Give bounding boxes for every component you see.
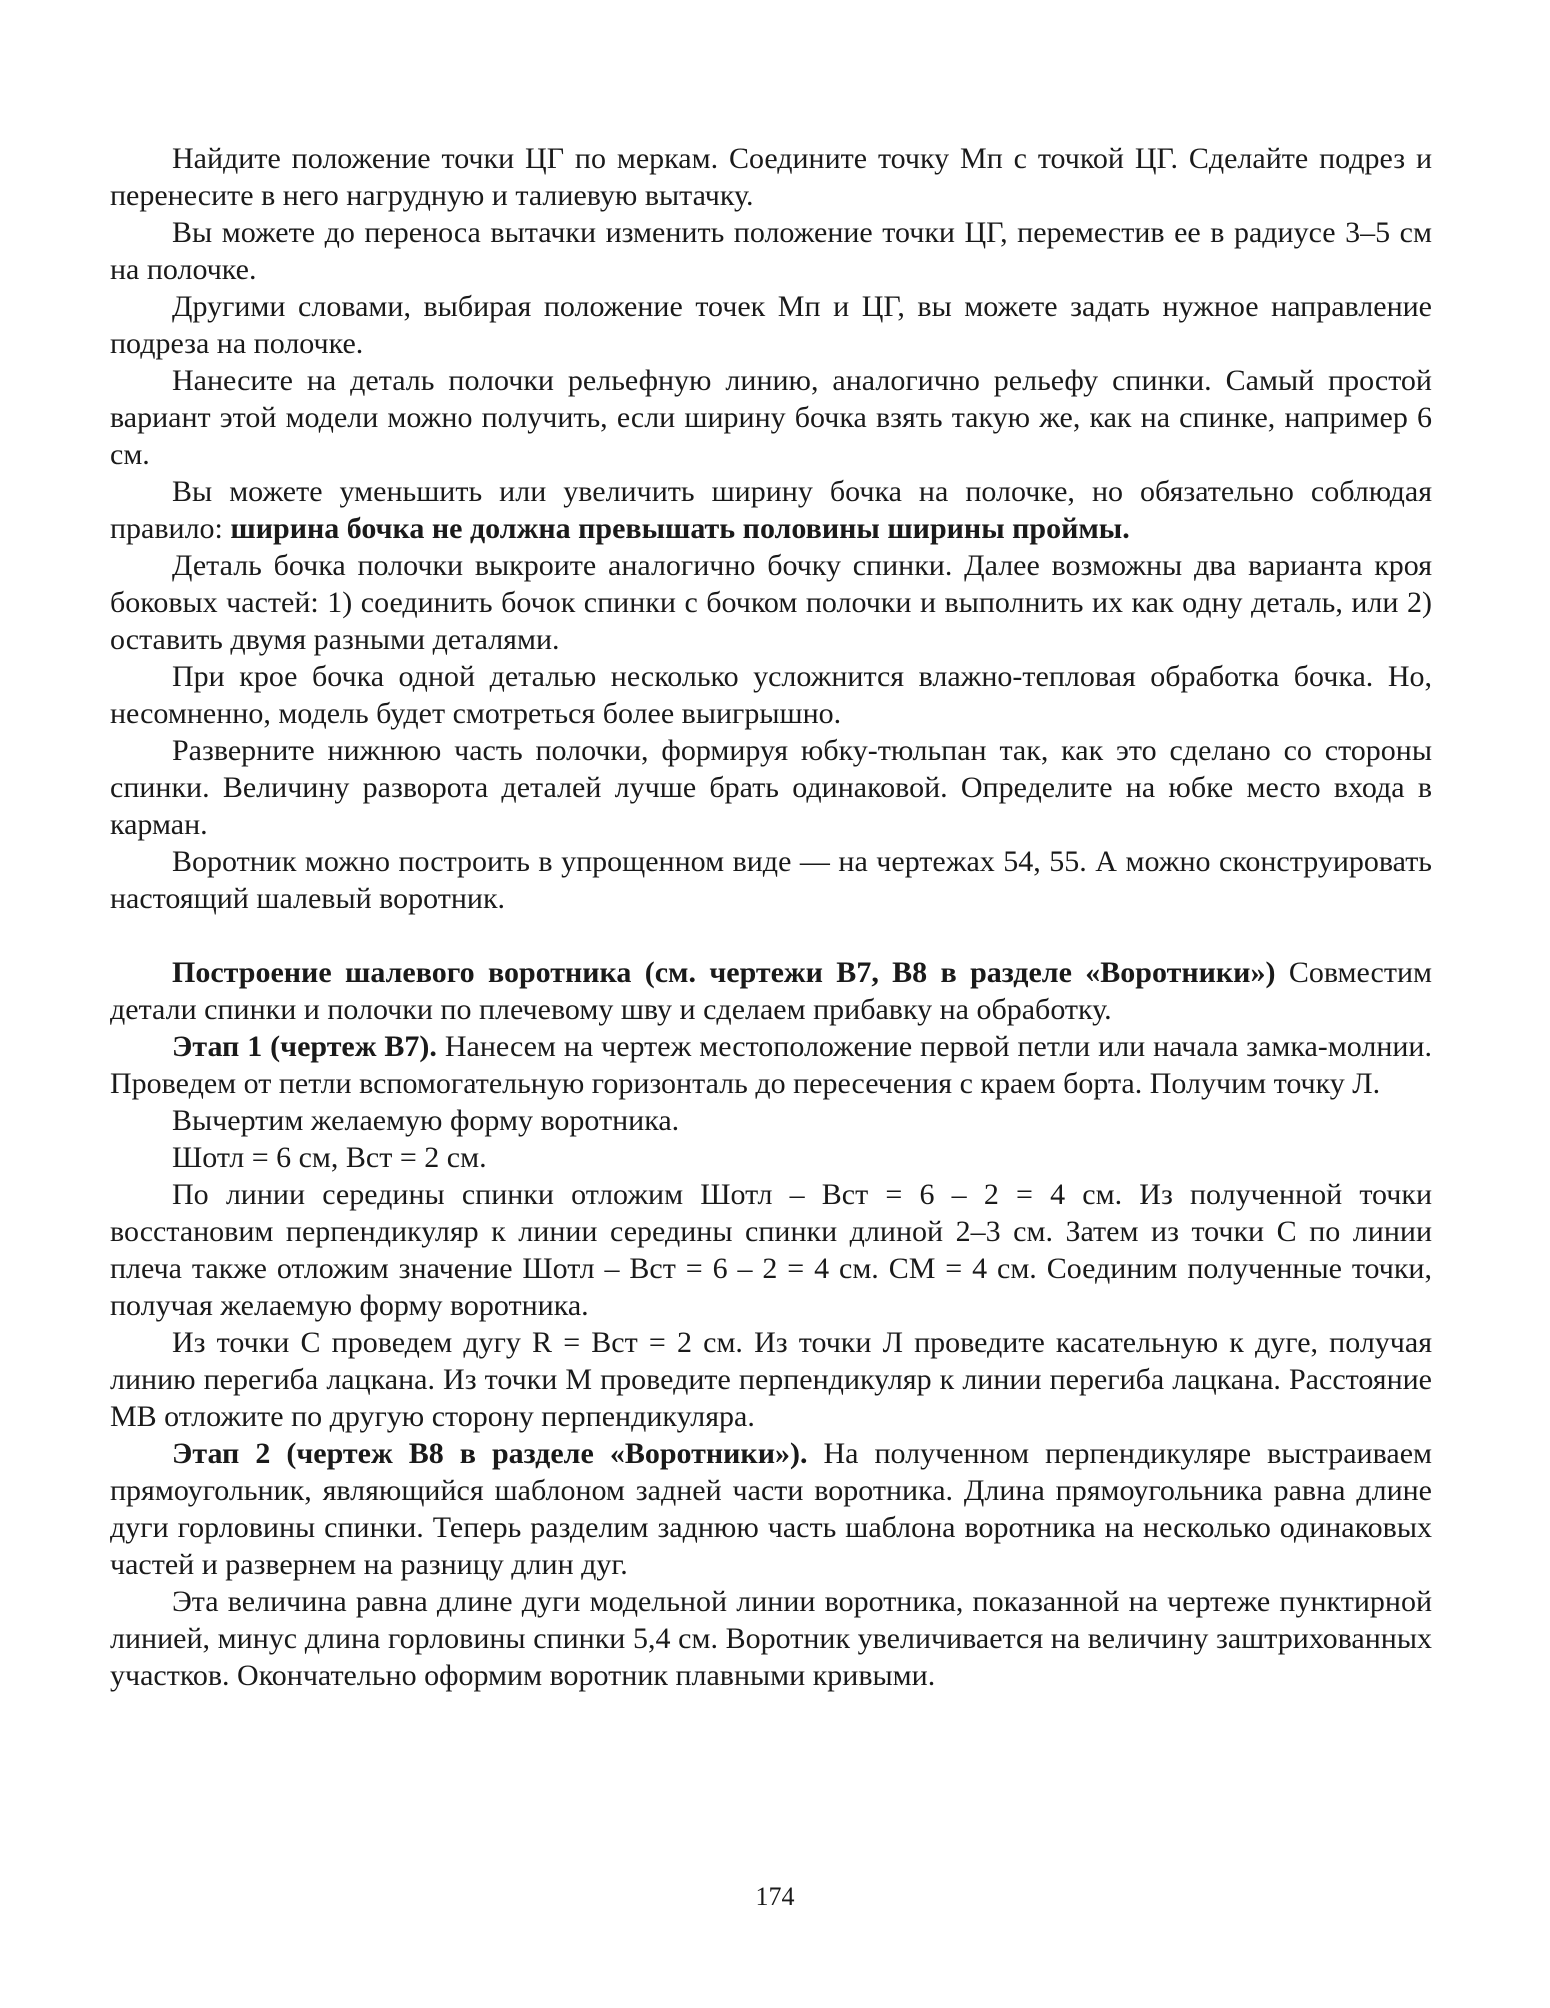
document-body xyxy=(110,140,1432,1694)
stage-2-label: Этап 2 (чертеж В8 в разделе «Воротники»). xyxy=(172,1437,808,1470)
collar-paragraph-8: Эта величина равна длине дуги модельной линии воротника, показанной на чертеже пунктирной линией, минус длина горловины спинки 5,4 см. Воротник увеличивается на величину заштрихованных участков. Окончательно оформим воротник плавными кривыми. xyxy=(110,1585,1432,1692)
bold-rule: ширина бочка не должна превышать половины ширины проймы. xyxy=(230,512,1130,545)
paragraph-7: При крое бочка одной деталью несколько усложнится влажно-тепловая обработка бочка. Но, несомненно, модель будет смотреться более выигрышно. xyxy=(110,660,1432,730)
collar-paragraph-6: Из точки С проведем дугу R = Вст = 2 см. Из точки Л проведите касательную к дуге, получая линию перегиба лацкана. Из точки М проведите перпендикуляр к линии перегиба лацкана. Расстояние МВ отложите по другую сторону перпендикуляра. xyxy=(110,1326,1432,1433)
stage-2-paragraph: Этап 2 (чертеж В8 в разделе «Воротники»). На полученном перпендикуляре выстраиваем прямоугольник, являющийся шаблоном задней части воротника. Длина прямоугольника равна длине дуги горловины спинки. Теперь разделим заднюю часть шаблона воротника на несколько одинаковых частей и развернем на разницу длин дуг. xyxy=(110,1437,1432,1581)
paragraph-4: Нанесите на деталь полочки рельефную линию, аналогично рельефу спинки. Самый простой вариант этой модели можно получить, если ширину бочка взять такую же, как на спинке, например 6 см. xyxy=(110,364,1432,471)
paragraph-6: Деталь бочка полочки выкроите аналогично бочку спинки. Далее возможны два варианта кроя боковых частей: 1) соединить бочок спинки с бочком полочки и выполнить их как одну деталь, или 2) оставить двумя разными деталями. xyxy=(110,549,1432,656)
paragraph-2: Вы можете до переноса вытачки изменить положение точки ЦГ, переместив ее в радиусе 3–5 см на полочке. xyxy=(110,216,1432,286)
page-number: 174 xyxy=(755,1882,795,1911)
paragraph-8: Разверните нижнюю часть полочки, формируя юбку-тюльпан так, как это сделано со стороны спинки. Величину разворота деталей лучше брать одинаковой. Определите на юбке место входа в карман. xyxy=(110,734,1432,841)
paragraph-1: Найдите положение точки ЦГ по меркам. Соедините точку Мп с точкой ЦГ. Сделайте подрез и перенесите в него нагрудную и талиевую вытачку. xyxy=(110,142,1432,212)
collar-heading-paragraph: Построение шалевого воротника (см. чертежи В7, В8 в разделе «Воротники») Совместим детали спинки и полочки по плечевому шву и сделаем прибавку на обработку. xyxy=(110,956,1432,1026)
paragraph-9: Воротник можно построить в упрощенном виде — на чертежах 54, 55. А можно сконструировать настоящий шалевый воротник. xyxy=(110,845,1432,915)
paragraph-5: Вы можете уменьшить или увеличить ширину бочка на полочке, но обязательно соблюдая правило: ширина бочка не должна превышать половины ширины проймы. xyxy=(110,475,1432,545)
collar-heading: Построение шалевого воротника (см. чертежи В7, В8 в разделе «Воротники») xyxy=(172,956,1276,989)
collar-paragraph-3: Вычертим желаемую форму воротника. xyxy=(172,1104,680,1137)
collar-paragraph-4: Шотл = 6 см, Вст = 2 см. xyxy=(172,1141,487,1174)
stage-1-paragraph: Этап 1 (чертеж В7). Нанесем на чертеж местоположение первой петли или начала замка-молнии. Проведем от петли вспомогательную горизонталь до пересечения с краем борта. Получим точку Л. xyxy=(110,1030,1432,1100)
section-gap xyxy=(110,917,1432,954)
stage-1-label: Этап 1 (чертеж В7). xyxy=(172,1030,437,1063)
paragraph-3: Другими словами, выбирая положение точек Мп и ЦГ, вы можете задать нужное направление подреза на полочке. xyxy=(110,290,1432,360)
collar-paragraph-5: По линии середины спинки отложим Шотл – Вст = 6 – 2 = 4 см. Из полученной точки восстановим перпендикуляр к линии середины спинки длиной 2–3 см. Затем из точки С по линии плеча также отложим значение Шотл – Вст = 6 – 2 = 4 см. СМ = 4 см. Соединим полученные точки, получая желаемую форму воротника. xyxy=(110,1178,1432,1322)
